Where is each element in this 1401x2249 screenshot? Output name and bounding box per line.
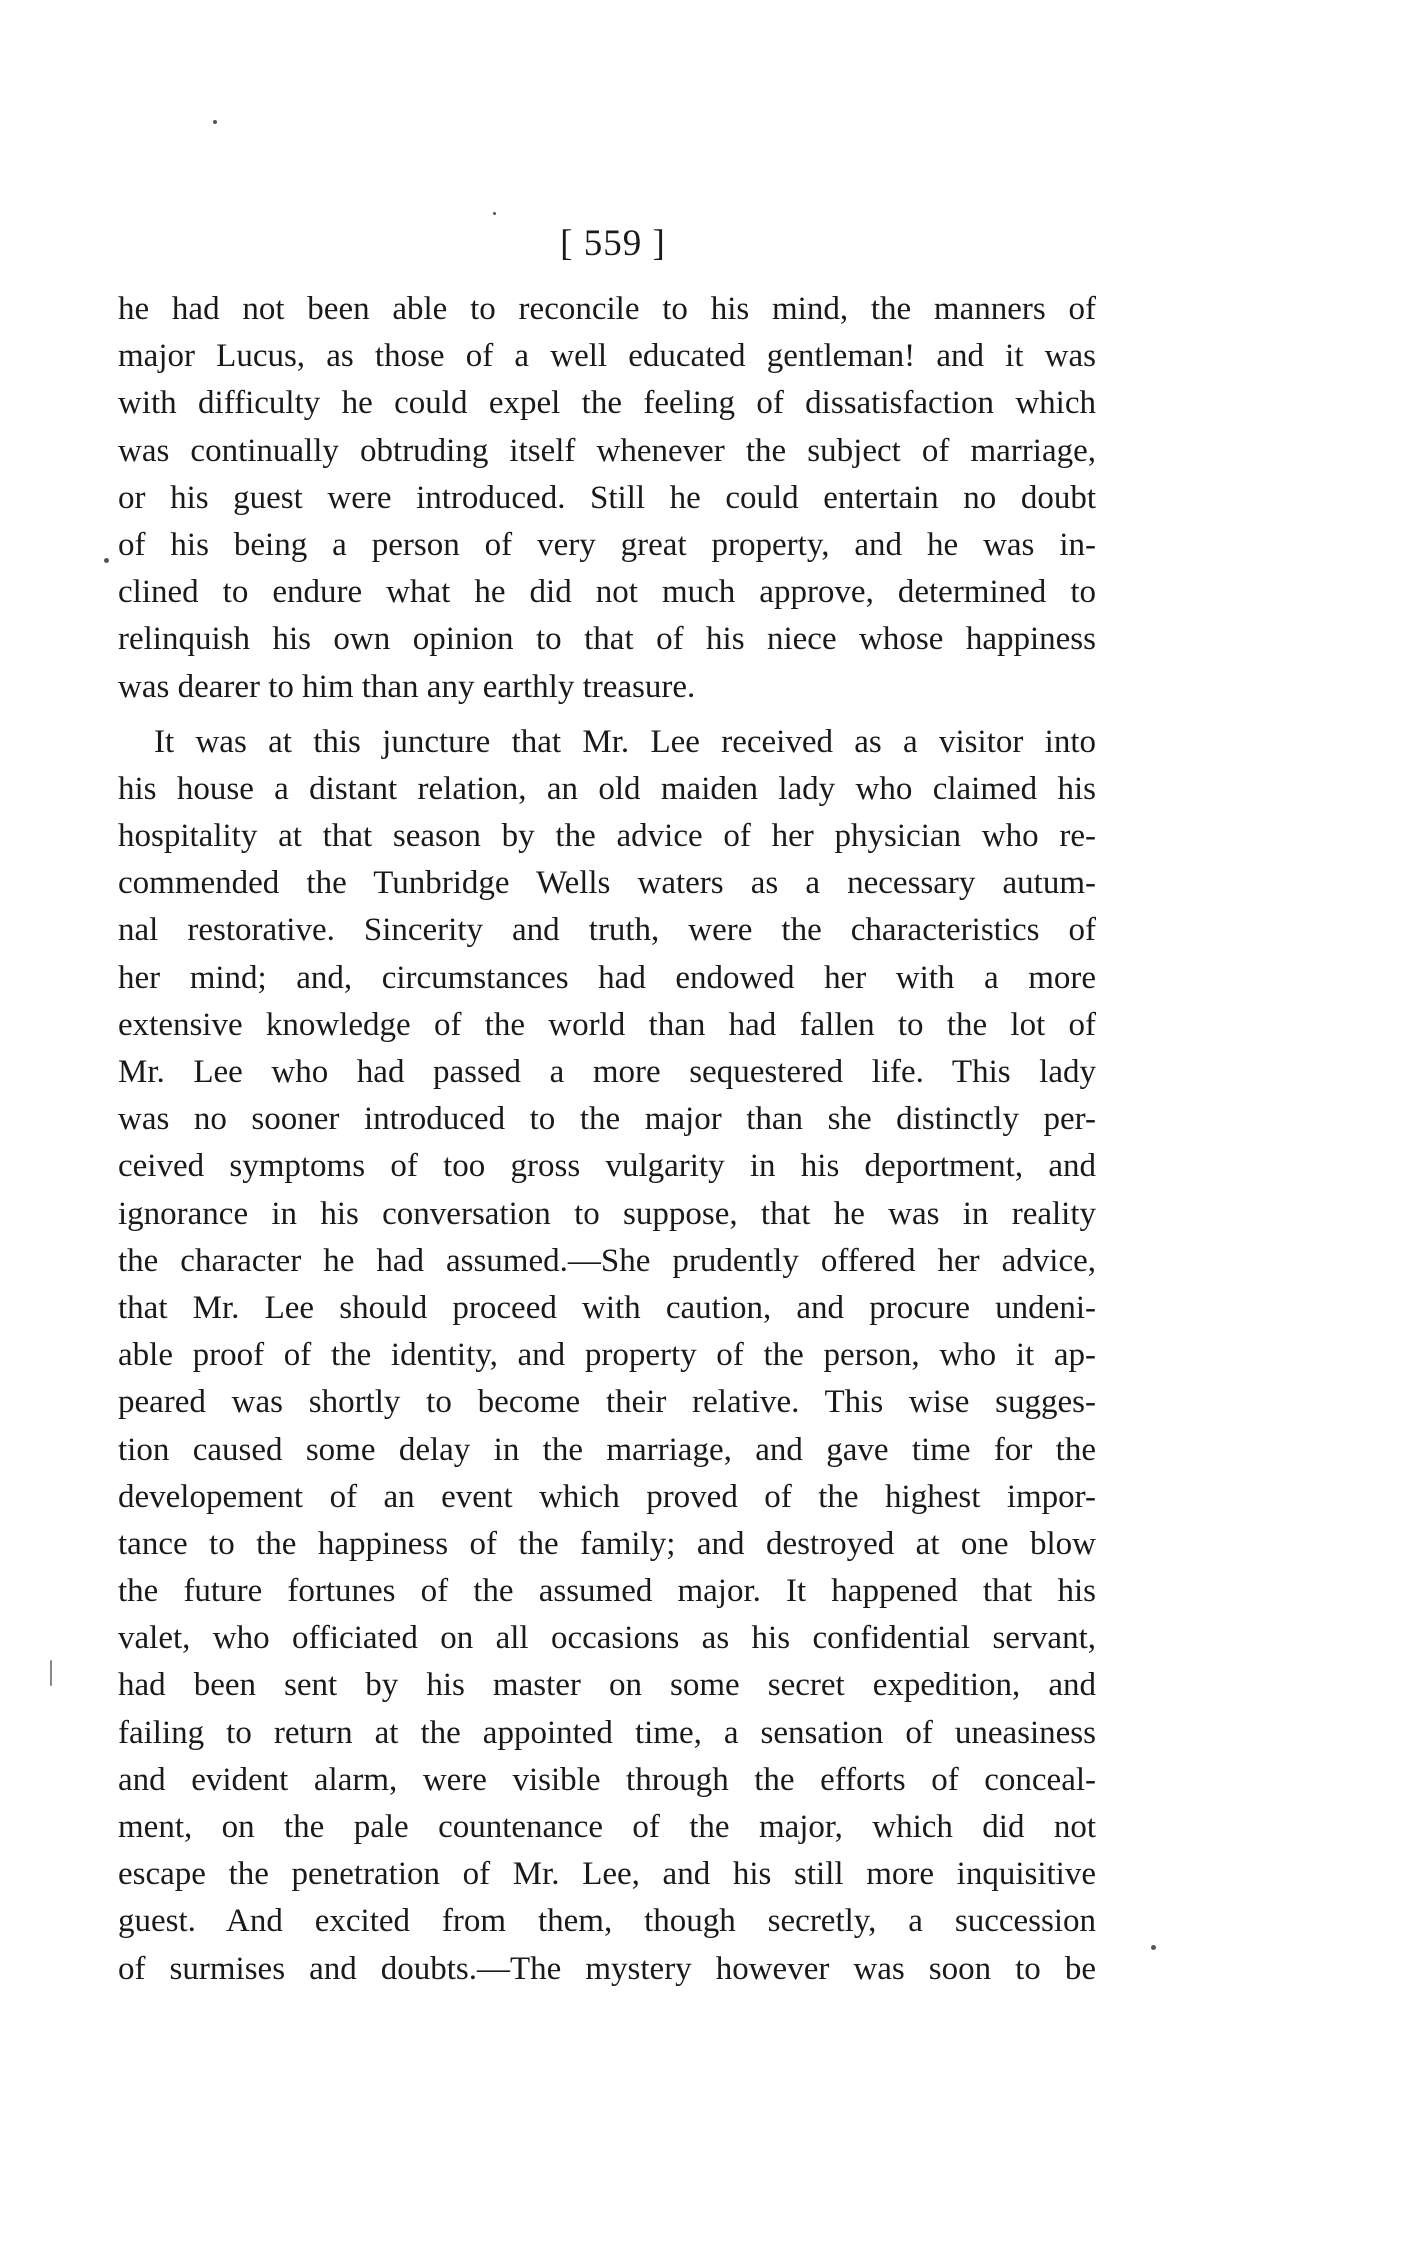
paragraph-1 <box>118 286 1096 711</box>
text-line: and evident alarm, were visible through the efforts of conceal- <box>118 1761 1096 1798</box>
text-line: ignorance in his conversation to suppose, that he was in reality <box>118 1195 1096 1232</box>
text-line: ceived symptoms of too gross vulgarity in his deportment, and <box>118 1148 1096 1185</box>
text-line: of his being a person of very great property, and he was in- <box>118 526 1096 563</box>
text-line: ment, on the pale countenance of the major, which did not <box>118 1809 1096 1845</box>
text-line: peared was shortly to become their relative. This wise sugges- <box>118 1384 1096 1421</box>
text-line: was no sooner introduced to the major than she distinctly per- <box>118 1101 1096 1138</box>
text-line: valet, who officiated on all occasions as his confidential servant, <box>118 1620 1096 1657</box>
text-line: her mind; and, circumstances had endowed her with a more <box>118 959 1096 996</box>
text-line: of surmises and doubts.—The mystery however was soon to be <box>118 1950 1096 1987</box>
text-line: tion caused some delay in the marriage, and gave time for the <box>118 1431 1096 1468</box>
scan-speck <box>50 1660 52 1686</box>
text-line: guest. And excited from them, though secretly, a succession <box>118 1903 1096 1940</box>
text-line: escape the penetration of Mr. Lee, and his still more inquisitive <box>118 1856 1096 1893</box>
text-line: that Mr. Lee should proceed with caution, and procure undeni- <box>118 1289 1096 1326</box>
text-line: clined to endure what he did not much approve, determined to <box>118 574 1096 611</box>
text-line: developement of an event which proved of the highest impor- <box>118 1478 1096 1515</box>
text-line: the future fortunes of the assumed major. It happened that his <box>118 1573 1096 1610</box>
text-line: It was at this juncture that Mr. Lee received as a visitor into <box>154 723 1096 760</box>
text-line: or his guest were introduced. Still he could entertain no doubt <box>118 479 1096 516</box>
scan-speck <box>213 120 217 124</box>
text-line: the character he had assumed.—She prudently offered her advice, <box>118 1242 1096 1279</box>
text-line: hospitality at that season by the advice of her physician who re- <box>118 818 1096 855</box>
text-line: major Lucus, as those of a well educated gentleman! and it was <box>118 338 1096 375</box>
text-line: failing to return at the appointed time, a sensation of uneasiness <box>118 1714 1096 1751</box>
text-line: was continually obtruding itself whenever the subject of marriage, <box>118 432 1096 469</box>
page-number: [ 559 ] <box>560 223 666 264</box>
text-line: commended the Tunbridge Wells waters as a necessary autum- <box>118 865 1096 902</box>
scan-speck <box>104 558 109 563</box>
text-line: tance to the happiness of the family; and destroyed at one blow <box>118 1525 1096 1562</box>
paragraph-gap <box>118 711 1096 719</box>
scan-speck <box>493 212 496 215</box>
text-line: was dearer to him than any earthly treasure. <box>118 668 696 705</box>
paragraph-2 <box>118 719 1096 1993</box>
text-line: with difficulty he could expel the feeling of dissatisfaction which <box>118 385 1096 422</box>
text-line: had been sent by his master on some secret expedition, and <box>118 1667 1096 1704</box>
text-line: extensive knowledge of the world than had fallen to the lot of <box>118 1006 1096 1043</box>
text-line: able proof of the identity, and property of the person, who it ap- <box>118 1337 1096 1374</box>
text-line: his house a distant relation, an old maiden lady who claimed his <box>118 770 1096 807</box>
text-line: nal restorative. Sincerity and truth, were the characteristics of <box>118 912 1096 949</box>
body-text <box>118 286 1096 1993</box>
text-line: he had not been able to reconcile to his mind, the manners of <box>118 291 1096 327</box>
scan-speck <box>1151 1945 1156 1950</box>
text-line: relinquish his own opinion to that of his niece whose happiness <box>118 621 1096 658</box>
text-line: Mr. Lee who had passed a more sequestered life. This lady <box>118 1054 1096 1090</box>
